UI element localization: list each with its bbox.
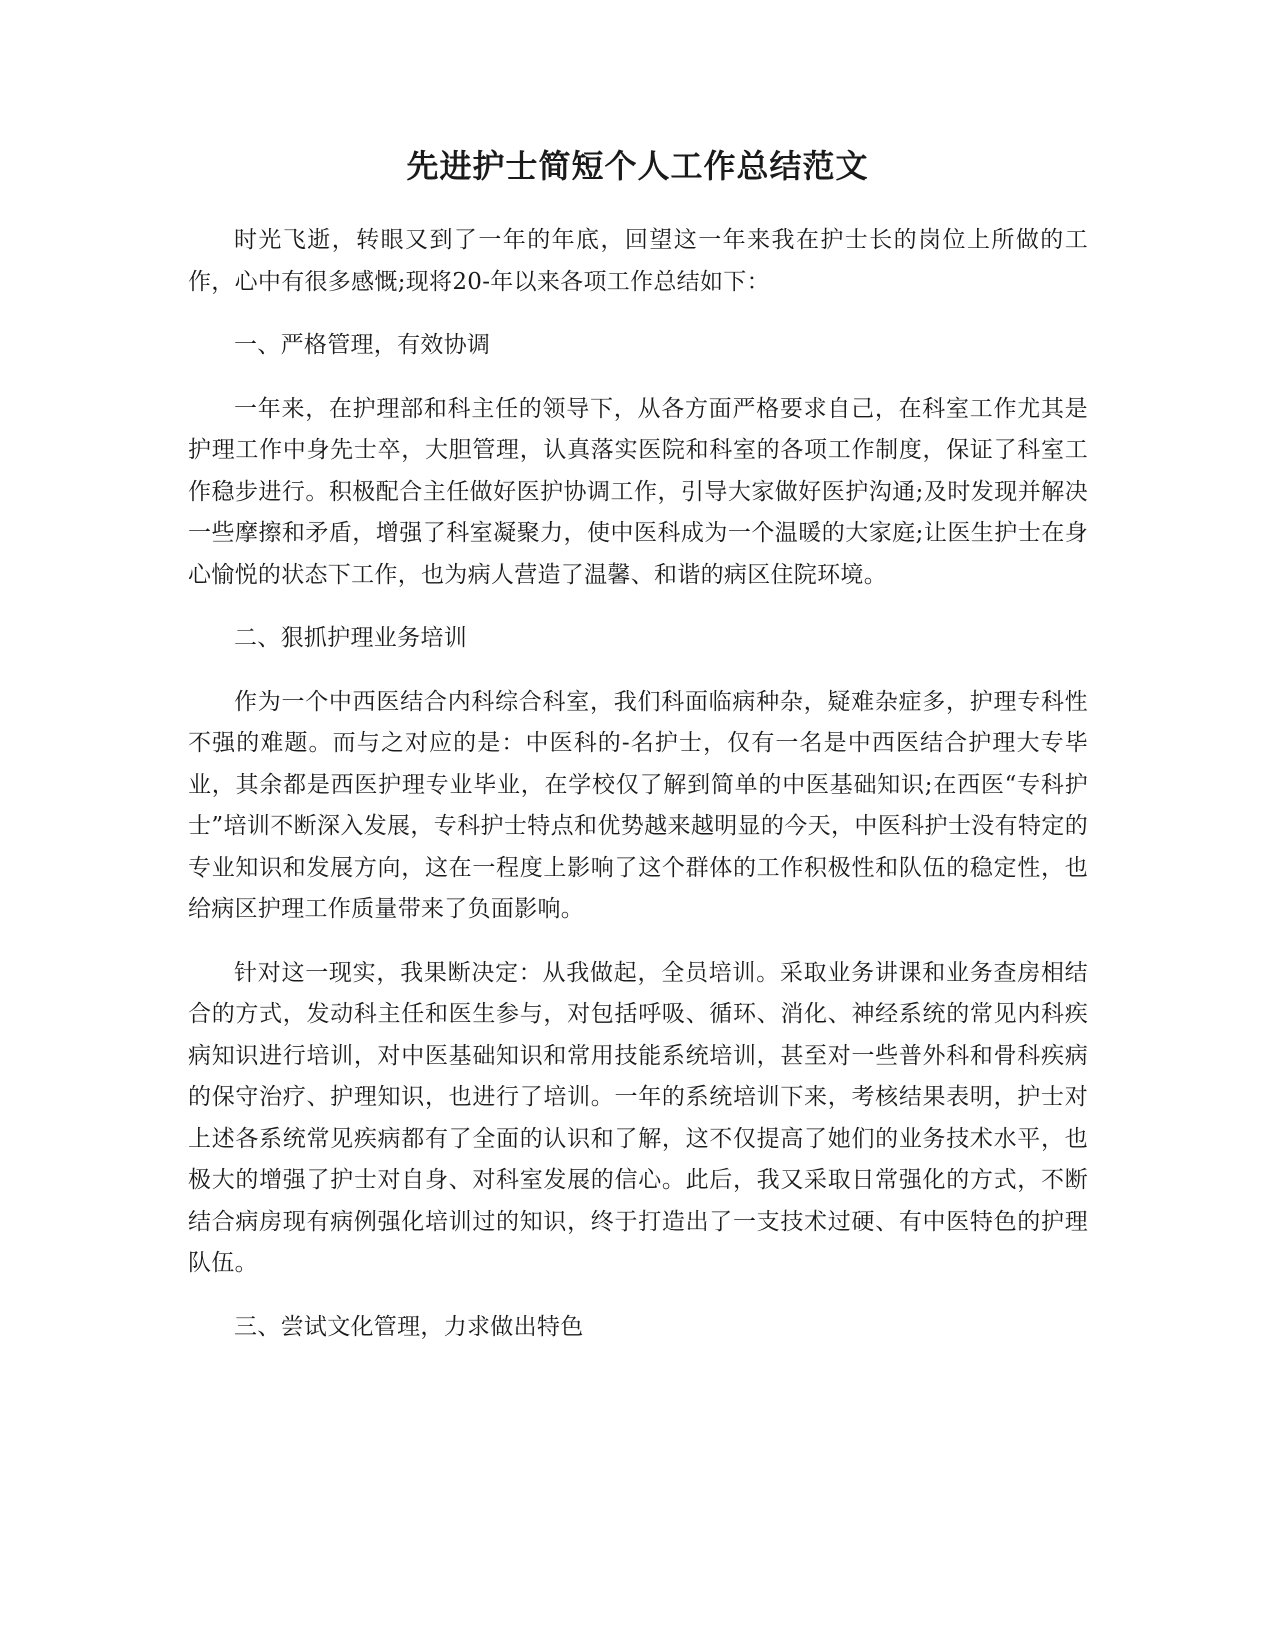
section-1-paragraph: 一年来，在护理部和科主任的领导下，从各方面严格要求自己，在科室工作尤其是护理工作中身先士卒，大胆管理，认真落实医院和科室的各项工作制度，保证了科室工作稳步进行。积极配合主任做好医护协调工作，引导大家做好医护沟通;及时发现并解决一些摩擦和矛盾，增强了科室凝聚力，使中医科成为一个温暖的大家庭;让医生护士在身心愉悦的状态下工作，也为病人营造了温馨、和谐的病区住院环境。 — [188, 395, 1088, 588]
document-body — [188, 220, 1088, 1370]
section-heading-1: 一、严格管理，有效协调 — [234, 332, 491, 358]
section-2-paragraph-2: 针对这一现实，我果断决定：从我做起，全员培训。采取业务讲课和业务查房相结合的方式，发动科主任和医生参与，对包括呼吸、循环、消化、神经系统的常见内科疾病知识进行培训，对中医基础知识和常用技能系统培训，甚至对一些普外科和骨科疾病的保守治疗、护理知识，也进行了培训。一年的系统培训下来，考核结果表明，护士对上述各系统常见疾病都有了全面的认识和了解，这不仅提高了她们的业务技术水平，也极大的增强了护士对自身、对科室发展的信心。此后，我又采取日常强化的方式，不断结合病房现有病例强化培训过的知识，终于打造出了一支技术过硬、有中医特色的护理队伍。 — [188, 959, 1088, 1276]
section-heading-2: 二、狠抓护理业务培训 — [234, 625, 467, 651]
intro-paragraph: 时光飞逝，转眼又到了一年的年底，回望这一年来我在护士长的岗位上所做的工作，心中有很多感慨;现将20-年以来各项工作总结如下： — [188, 227, 1088, 295]
document-title: 先进护士简短个人工作总结范文 — [406, 147, 869, 185]
section-2-paragraph-1: 作为一个中西医结合内科综合科室，我们科面临病种杂，疑难杂症多，护理专科性不强的难题。而与之对应的是：中医科的-名护士，仅有一名是中西医结合护理大专毕业，其余都是西医护理专业毕业，在学校仅了解到简单的中医基础知识;在西医“专科护士”培训不断深入发展，专科护士特点和优势越来越明显的今天，中医科护士没有特定的专业知识和发展方向，这在一程度上影响了这个群体的工作积极性和队伍的稳定性，也给病区护理工作质量带来了负面影响。 — [188, 688, 1088, 922]
section-heading-3: 三、尝试文化管理，力求做出特色 — [234, 1313, 584, 1340]
